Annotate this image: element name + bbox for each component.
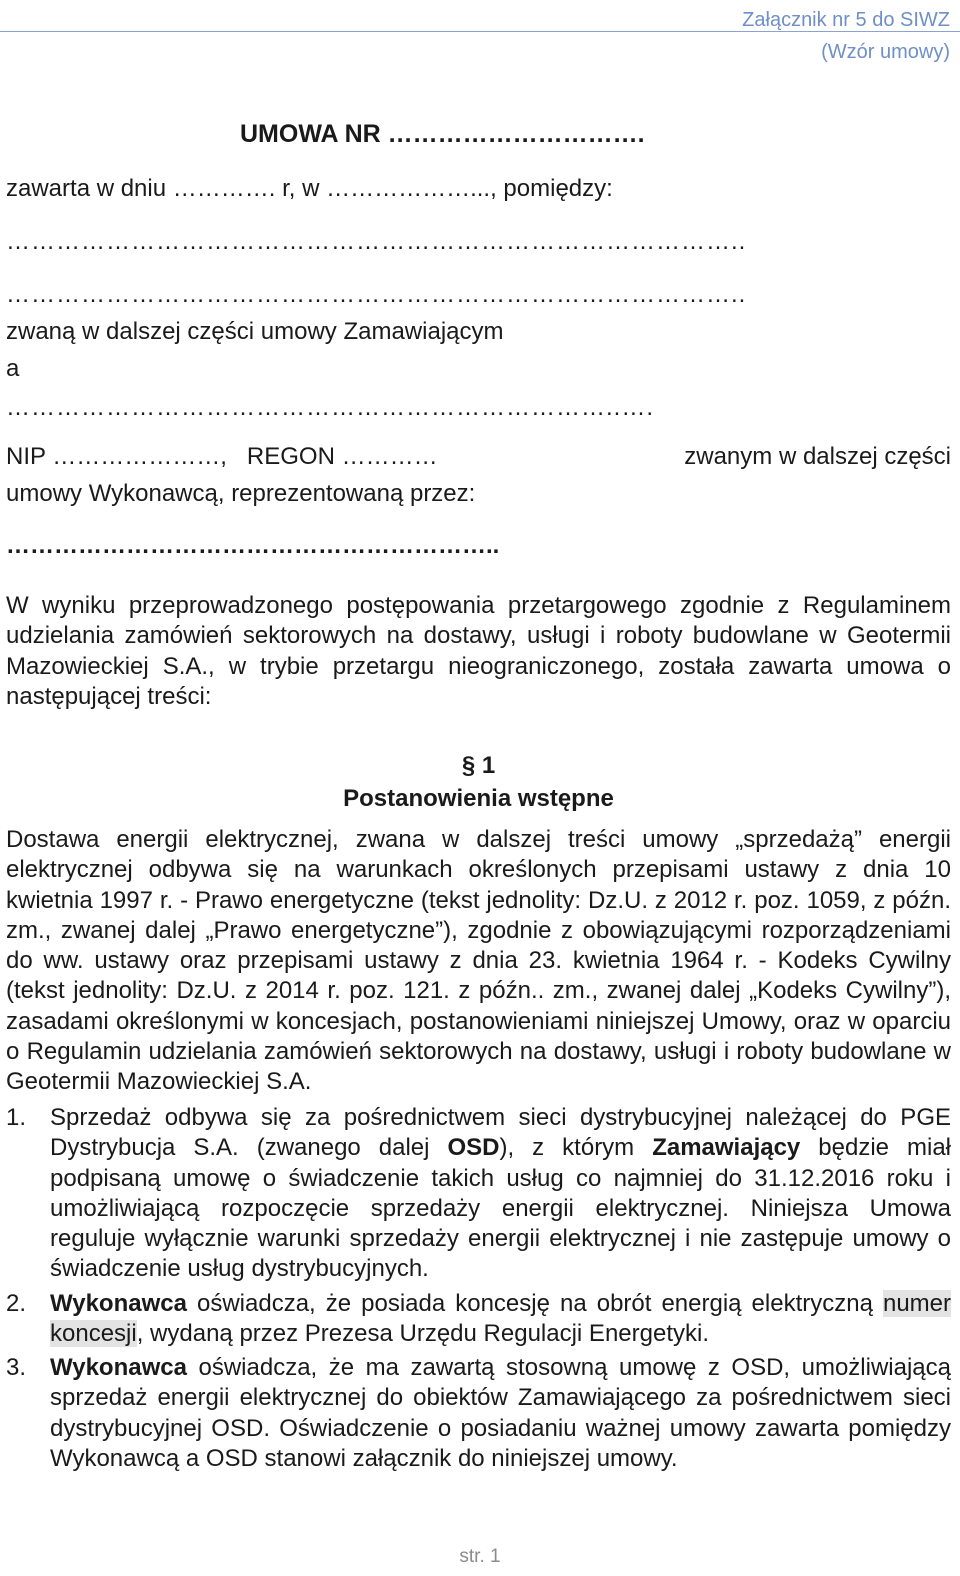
conjunction-a: a xyxy=(6,355,20,382)
contract-date-place: zawarta w dniu …………. r, w ………………..., pomiędzy: xyxy=(6,175,613,202)
list-item xyxy=(6,1353,951,1474)
list-item xyxy=(6,1289,951,1350)
osd-term: OSD xyxy=(447,1134,500,1162)
nip-label: NIP xyxy=(6,443,46,470)
preamble-paragraph: W wyniku przeprowadzonego postępowania przetargowego zgodnie z Regulaminem udzielania zamówień sektorowych na dostawy, usługi i roboty budowlane w Geotermii Mazowieckiej S.A., w trybie przetargu nieograniczonego, została zawarta umowa o następującej treści: xyxy=(6,592,951,710)
section-heading: Postanowienia wstępne xyxy=(343,785,614,812)
wykonawca-definition: umowy Wykonawcą, reprezentowaną przez: xyxy=(6,480,476,507)
regon-label: REGON xyxy=(246,443,335,470)
document-header xyxy=(742,4,950,68)
list-item xyxy=(6,1103,951,1285)
list-number: 1. xyxy=(6,1104,27,1131)
zamawiajacy-term: Zamawiający xyxy=(652,1134,801,1162)
wykonawca-definition-start: zwanym w dalszej części xyxy=(684,443,951,470)
list-text: Wykonawca oświadcza, że ma zawartą stosowną umowę z OSD, umożliwiającą sprzedaż energii elektrycznej do obiektów Zamawiającego za pośrednictwem sieci dystrybucyjnej OSD. Oświadczenie o posiadaniu ważnej umowy zawarta pomiędzy Wykonawcą a OSD stanowi załącznik do niniejszej umowy. xyxy=(50,1354,951,1472)
page-number: str. 1 xyxy=(459,1546,501,1567)
list-text: Sprzedaż odbywa się za pośrednictwem sieci dystrybucyjnej należącej do PGE Dystrybucja S.A. (zwanego dalej OSD), z którym Zamawiający będzie miał podpisaną umowę o świadczenie takich usług co najmniej do 31.12.2016 roku i umożliwiającą rozpoczęcie sprzedaży energii elektrycznej. Niniejsza Umowa reguluje wyłącznie warunki sprzedaży energii elektrycznej i nie zastępuje umowy o świadczenie usług dystrybucyjnych. xyxy=(50,1104,952,1283)
regon-dots: ………… xyxy=(341,443,438,470)
wykonawca-term: Wykonawca xyxy=(50,1354,187,1381)
list-text: Wykonawca oświadcza, że posiada koncesję na obrót energią elektryczną numer koncesji, wydaną przez Prezesa Urzędu Regulacji Energetyki. xyxy=(50,1290,951,1348)
contract-title: UMOWA NR …………………………. xyxy=(240,120,645,148)
wykonawca-term: Wykonawca xyxy=(50,1290,187,1317)
party1-address-dots: …………………………………………………………………………….. xyxy=(6,281,747,308)
template-label: (Wzór umowy) xyxy=(821,41,950,63)
highlighted-placeholder: numer koncesji xyxy=(50,1290,951,1348)
nip-dots: ………………… xyxy=(52,443,221,470)
party2-name-dots: ………………………………………………………………..…. xyxy=(6,394,655,421)
header-divider xyxy=(0,31,960,32)
list-number: 2. xyxy=(6,1290,27,1317)
nip-regon-line: NIP …………………, REGON ………… zwanym w dalszej części xyxy=(6,443,951,470)
attachment-label: Załącznik nr 5 do SIWZ xyxy=(742,9,950,31)
section-number: § 1 xyxy=(461,752,496,779)
party1-name-dots: …………………………………………………………………………….. xyxy=(6,228,747,255)
zamawiajacy-definition: zwaną w dalszej części umowy Zamawiającym xyxy=(6,318,504,345)
list-number: 3. xyxy=(6,1354,27,1381)
section-body: Dostawa energii elektrycznej, zwana w dalszej treści umowy „sprzedażą” energii elektrycznej odbywa się na warunkach określonych przepisami ustawy z dnia 10 kwietnia 1997 r. - Prawo energetyczne (tekst jednolity: Dz.U. z 2012 r. poz. 1059, z późn. zm., zwanej dalej „Prawo energetyczne”), zgodnie z obowiązującymi rozporządzeniami do ww. ustawy oraz przepisami ustawy z dnia 23. kwietnia 1964 r. - Kodeks Cywilny (tekst jednolity: Dz.U. z 2014 r. poz. 121. z późn.. zm., zwanej dalej „Kodeks Cywilny”), zasadami określonymi w koncesjach, postanowieniami niniejszej Umowy, oraz w oparciu o Regulamin udzielania zamówień sektorowych na dostawy, usługi i roboty budowlane w Geotermii Mazowieckiej S.A. xyxy=(6,826,951,1096)
representative-dots: …………………………………………………….. xyxy=(6,532,500,559)
